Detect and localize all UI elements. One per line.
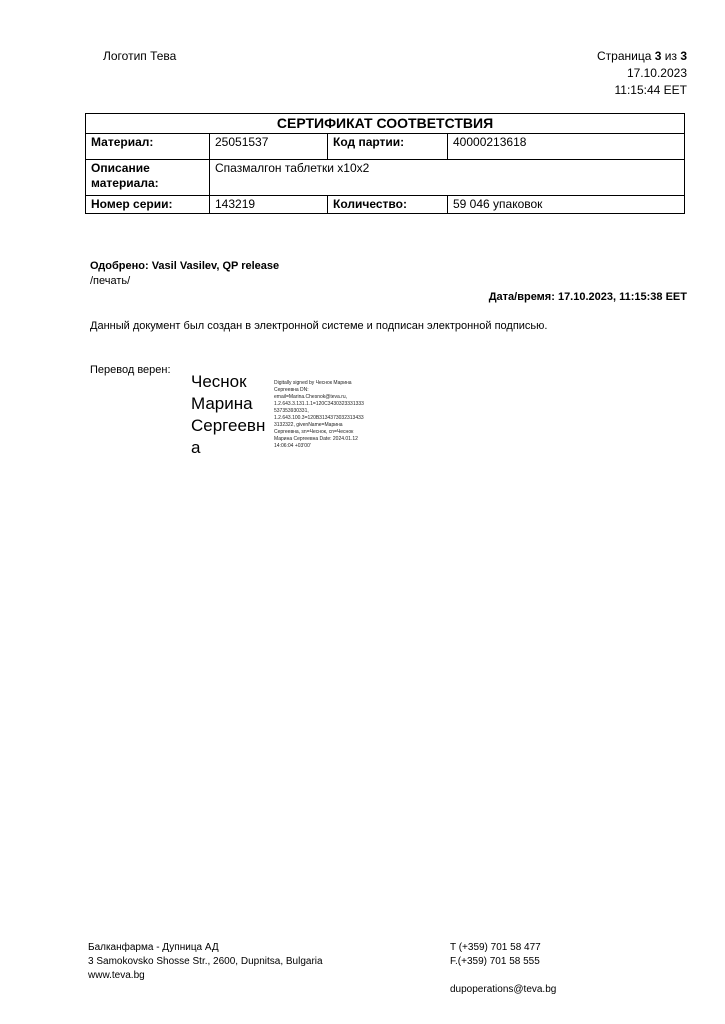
header-time: 11:15:44 EET [614, 83, 687, 97]
footer-address: 3 Samokovsko Shosse Str., 2600, Dupnitsa, Bulgaria [88, 956, 323, 967]
electronic-statement: Данный документ был создан в электронной системе и подписан электронной подписью. [90, 320, 548, 332]
digital-signature-details: Digitally signed by Чеснок Марина Сергеевна DN: email=Marina.Chesnok@teva.ru, 1.2.643.3.131.1.1=120C3430323331333537353930331, 1.2.643.100.3=120B31343730323134333132322, givenName=Марина Сергеевна, sn=Чеснок, cn=Чеснок Марина Сергеевна Date: 2024.01.12 14:06:04 +03'00' [274, 380, 364, 449]
description-label: Описание материала: [86, 160, 210, 196]
footer-website: www.teva.bg [88, 970, 145, 981]
batch-label: Код партии: [328, 134, 448, 160]
footer-phone: T (+359) 701 58 477 [450, 942, 541, 953]
footer-email: dupoperations@teva.bg [450, 984, 557, 995]
signer-line-1: Чеснок [191, 372, 247, 391]
certificate-title: СЕРТИФИКАТ СООТВЕТСТВИЯ [86, 114, 685, 134]
footer-company: Балканфарма - Дупница АД [88, 942, 219, 953]
signer-line-3: Сергеевн [191, 416, 266, 435]
batch-value: 40000213618 [448, 134, 685, 160]
page-total: 3 [680, 49, 687, 63]
approval-datetime: Дата/время: 17.10.2023, 11:15:38 EET [488, 291, 687, 303]
material-label: Материал: [86, 134, 210, 160]
description-value: Спазмалгон таблетки х10х2 [210, 160, 685, 196]
certificate-table [85, 113, 685, 214]
page-middle: из [661, 49, 681, 63]
signer-line-4: а [191, 438, 201, 457]
footer-fax: F.(+359) 701 58 555 [450, 956, 540, 967]
page-prefix: Страница [597, 49, 655, 63]
series-label: Номер серии: [86, 196, 210, 214]
page-current: 3 [654, 49, 662, 63]
header-date: 17.10.2023 [626, 66, 687, 80]
approved-by: Одобрено: Vasil Vasilev, QP release [90, 260, 280, 272]
quantity-label: Количество: [328, 196, 448, 214]
series-value: 143219 [210, 196, 328, 214]
seal-note: /печать/ [90, 275, 131, 287]
signer-line-2: Марина [191, 394, 253, 413]
quantity-value: 59 046 упаковок [448, 196, 685, 214]
signer-name [191, 371, 265, 459]
logo-placeholder: Логотип Тева [103, 49, 177, 63]
page-number [597, 49, 687, 64]
translation-label: Перевод верен: [90, 364, 171, 376]
material-value: 25051537 [210, 134, 328, 160]
